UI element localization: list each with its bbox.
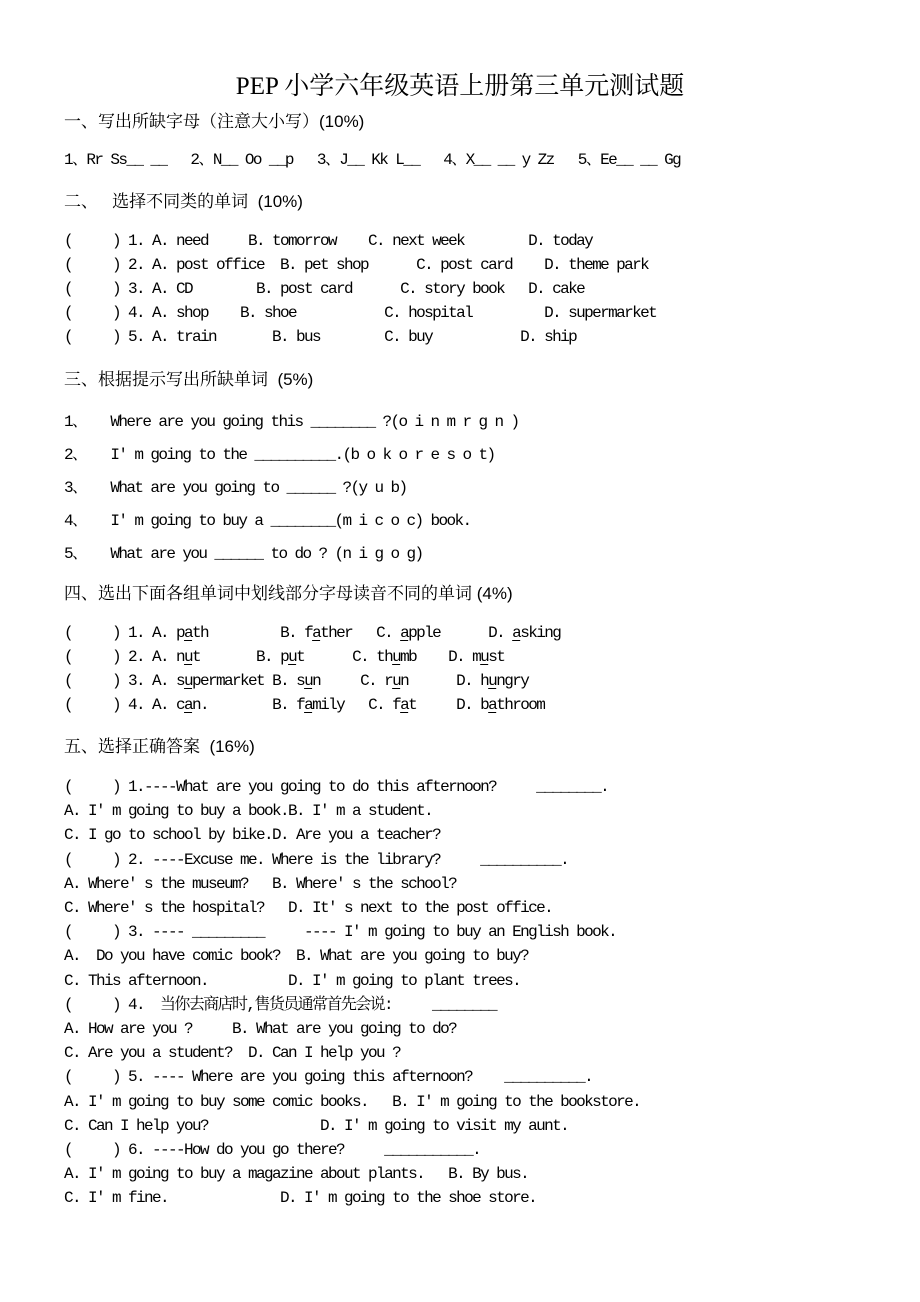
text-line: A. I' m going to buy some comic books. B. I' m going to the bookstore. — [64, 1092, 641, 1111]
underlined-letter: a — [512, 624, 521, 642]
underlined-letter: a — [400, 624, 409, 642]
section-heading: 五、选择正确答案 (16%) — [64, 737, 255, 756]
text-line: 4、 I' m going to buy a ________(m i c o c) book. — [64, 512, 471, 530]
section-lines — [64, 775, 912, 1211]
underlined-letter: a — [184, 624, 193, 642]
section-heading: 三、根据提示写出所缺单词 (5%) — [64, 370, 314, 389]
text-line: C. I go to school by bike.D. Are you a teacher? — [64, 826, 441, 845]
text-line: ( ) 5. A. train B. bus C. buy D. ship — [64, 328, 577, 346]
underlined-letter: u — [184, 672, 193, 690]
text-line: 2、 I' m going to the __________.(b o k o r e s o t) — [64, 446, 495, 464]
text-line: A. Where' s the museum? B. Where' s the school? — [64, 874, 457, 893]
underlined-letter: u — [392, 648, 401, 666]
text-line: A. How are you ? B. What are you going to do? — [64, 1020, 457, 1039]
section-heading: 二、 选择不同类的单词 (10%) — [64, 192, 303, 211]
underlined-letter: u — [304, 672, 313, 690]
section-lines — [64, 229, 912, 349]
text-line: ( ) 3. ---- _________ ---- I' m going to buy an English book. — [64, 923, 617, 942]
text-line: ( ) 4. 当你去商店时,售货员通常首先会说: ________ — [64, 995, 497, 1014]
section-heading: 一、写出所缺字母（注意大小写）(10%) — [64, 112, 365, 131]
text-line: ( ) 1.----What are you going to do this afternoon? ________. — [64, 778, 609, 796]
text-line: A. Do you have comic book? B. What are you going to buy? — [64, 947, 529, 966]
text-line: ( ) 1. A. need B. tomorrow C. next week D. today — [64, 232, 593, 250]
section-lines — [64, 406, 912, 571]
text-line: C. Where' s the hospital? D. It' s next to the post office. — [64, 899, 553, 918]
underlined-letter: u — [392, 672, 401, 690]
text-line: C. Can I help you? D. I' m going to visit my aunt. — [64, 1116, 569, 1135]
underlined-letter: a — [304, 696, 313, 714]
section-heading: 四、选出下面各组单词中划线部分字母读音不同的单词 (4%) — [64, 584, 513, 603]
text-line: ( ) 1. A. path B. father C. apple D. asking — [64, 624, 561, 642]
text-line: 1、Rr Ss__ __ 2、N__ Oo __p 3、J__ Kk L__ 4、X__ __ y Zz 5、Ee__ __ Gg — [64, 151, 681, 169]
text-line: ( ) 4. A. can. B. family C. fat D. bathroom — [64, 696, 545, 714]
underlined-letter: a — [488, 696, 497, 714]
text-line: 5、 What are you ______ to do ? (n i g o g) — [64, 545, 423, 563]
text-line: ( ) 2. A. post office B. pet shop C. post card D. theme park — [64, 256, 649, 274]
text-line: ( ) 6. ----How do you go there? ___________. — [64, 1141, 481, 1160]
underlined-letter: a — [184, 696, 193, 714]
text-line: ( ) 3. A. supermarket B. sun C. run D. hungry — [64, 672, 529, 690]
text-line: ( ) 5. ---- Where are you going this afternoon? __________. — [64, 1068, 593, 1087]
text-line: A. I' m going to buy a book.B. I' m a student. — [64, 802, 433, 821]
underlined-letter: u — [288, 648, 297, 666]
underlined-letter: u — [488, 672, 497, 690]
section-lines — [64, 621, 912, 717]
text-line: 1、 Where are you going this ________ ?(o i n m r g n ) — [64, 413, 519, 431]
text-line: C. I' m fine. D. I' m going to the shoe store. — [64, 1189, 537, 1208]
underlined-letter: u — [184, 648, 193, 666]
text-line: C. This afternoon. D. I' m going to plant trees. — [64, 971, 521, 990]
text-line: C. Are you a student? D. Can I help you ? — [64, 1044, 401, 1063]
text-line: ( ) 4. A. shop B. shoe C. hospital D. supermarket — [64, 304, 657, 322]
underlined-letter: a — [400, 696, 409, 714]
page-title: PEP 小学六年级英语上册第三单元测试题 — [235, 73, 685, 100]
section-lines — [64, 147, 912, 173]
underlined-letter: u — [480, 648, 489, 666]
text-line: ( ) 2. ----Excuse me. Where is the library? __________. — [64, 850, 569, 869]
text-line: 3、 What are you going to ______ ?(y u b) — [64, 479, 407, 497]
text-line: ( ) 3. A. CD B. post card C. story book D. cake — [64, 280, 585, 298]
underlined-letter: a — [312, 624, 321, 642]
text-line: A. I' m going to buy a magazine about plants. B. By bus. — [64, 1165, 529, 1184]
text-line: ( ) 2. A. nut B. put C. thumb D. must — [64, 648, 505, 666]
